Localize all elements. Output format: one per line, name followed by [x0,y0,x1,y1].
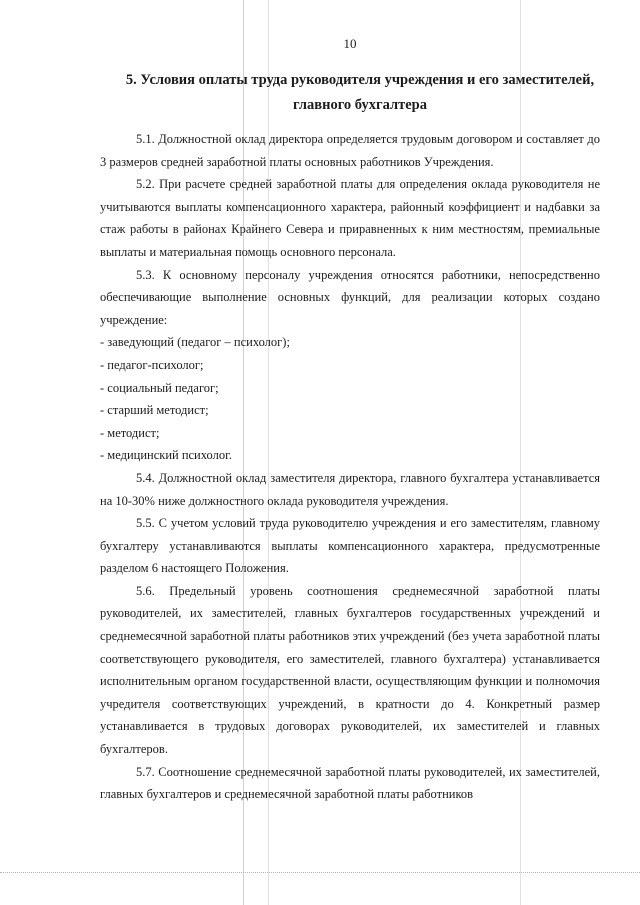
list-item: - методист; [100,425,160,440]
list-item: - заведующий (педагог – психолог); [100,335,290,350]
list-item: - педагог-психолог; [100,357,204,372]
paragraph-5-5: 5.5. С учетом условий труда руководителю учреждения и его заместителям, главному бухгалтеру устанавливаются выплаты компенсационного характера, предусмотренные разделом 6 настоящего Положения. [100,516,600,576]
list-item: - медицинский психолог. [100,448,232,463]
paragraph-5-2: 5.2. При расчете средней заработной платы для определения оклада руководителя не учитываются выплаты компенсационного характера, районный коэффициент и надбавки за стаж работы в районах Крайнего Севера и приравненных к ним местностям, премиальные выплаты и материальная помощь основного персонала. [100,177,600,259]
paragraph-5-1: 5.1. Должностной оклад директора определяется трудовым договором и составляет до 3 размеров средней заработной платы основных работников Учреждения. [100,132,600,169]
scan-bottom-edge [0,872,640,873]
section-title-line-1: 5. Условия оплаты труда руководителя учреждения и его заместителей, [125,72,595,88]
section-title [60,68,640,118]
list-item: - социальный педагог; [100,380,219,395]
document-body [100,128,600,806]
paragraph-5-3: 5.3. К основному персоналу учреждения относятся работники, непосредственно обеспечивающие выполнение основных функций, для реализации которых создано учреждение: [100,267,600,327]
section-title-line-2: главного бухгалтера [293,97,427,113]
paragraph-5-4: 5.4. Должностной оклад заместителя директора, главного бухгалтера устанавливается на 10-30% ниже должностного оклада руководителя учреждения. [100,470,600,508]
paragraph-5-6: 5.6. Предельный уровень соотношения среднемесячной заработной платы руководителей, их заместителей, главных бухгалтеров государственных учреждений и среднемесячной заработной платы работников этих учреждений (без учета заработной платы соответствующего руководителя, его заместителей, главного бухгалтера) устанавливается исполнительным органом государственной власти, осуществляющим функции и полномочия учредителя соответствующих учреждений, в кратности до 4. Конкретный размер устанавливается в трудовых договорах руководителей, их заместителей и главных бухгалтеров. [100,583,600,757]
list-item: - старший методист; [100,403,209,418]
page-number: 10 [343,36,357,51]
paragraph-5-7: 5.7. Соотношение среднемесячной заработной платы руководителей, их заместителей, главных бухгалтеров и среднемесячной заработной платы работников [100,764,600,802]
